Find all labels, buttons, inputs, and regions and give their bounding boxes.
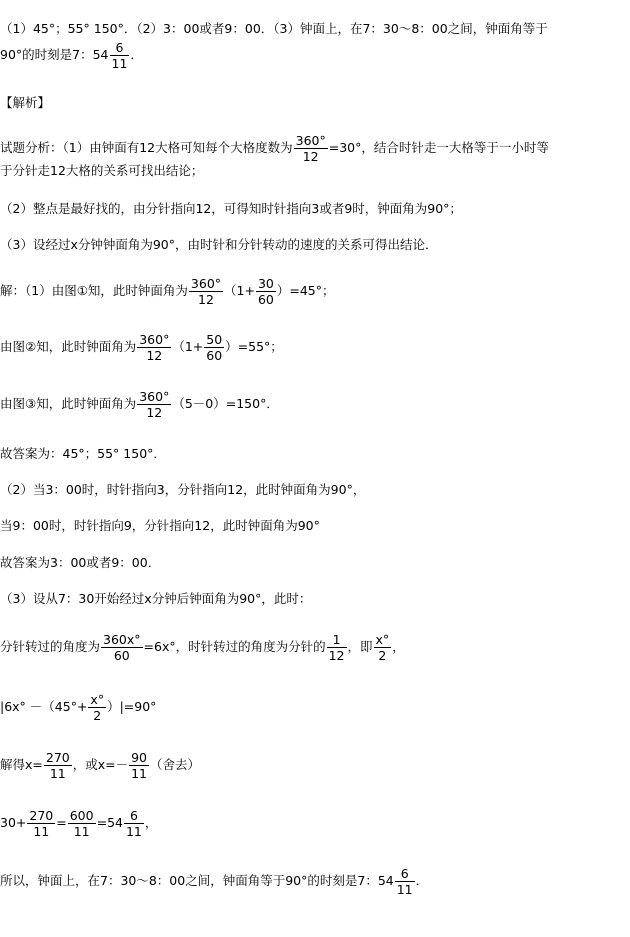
denominator: 11 [111,56,128,71]
denominator: 60 [101,647,143,663]
denominator: 12 [137,347,171,363]
denominator: 11 [125,824,142,839]
fraction [327,632,347,663]
text: ）|=90° [107,699,157,714]
text: （1+ [172,339,204,354]
solution-2 [0,332,283,363]
text: 解：（1）由图①知，此时钟面角为 [0,283,188,298]
text: 分针转过的角度为 [0,639,101,654]
numerator: 1 [332,632,341,647]
numerator: 360° [139,332,170,347]
solution-9 [0,632,405,663]
denominator: 11 [44,765,72,781]
text: 试题分析：（1）由钟面有12大格可知每个大格度数为 [0,140,293,155]
text: ，即 [347,639,373,654]
denominator: 12 [328,648,345,663]
numerator: 30 [257,276,274,291]
fraction [68,808,96,839]
fraction [44,750,72,781]
fraction [110,40,130,71]
text: ，或x=－ [72,757,129,772]
solution-3 [0,389,279,420]
fraction [88,692,106,723]
fraction [256,276,276,307]
numerator: 600 [69,808,94,823]
analysis-p1-cont: 于分针走12大格的关系可找出结论； [0,163,204,178]
text: （1+ [224,283,255,298]
text: 解得x= [0,757,43,772]
numerator: x° [90,692,105,707]
solution-6: 当9：00时，时针指向9，分针指向12，此时钟面角为90° [0,518,320,533]
analysis-heading: 【解析】 [0,95,51,110]
text: 90°的时刻是7：54 [0,47,109,62]
fraction [395,866,415,897]
text: （5－0）=150°． [172,396,279,411]
text: = [56,815,67,830]
numerator: 90 [131,750,148,765]
denominator: 2 [374,647,392,663]
denominator: 11 [27,823,55,839]
numerator: 6 [400,866,409,881]
denominator: 11 [396,882,413,897]
denominator: 12 [189,291,223,307]
fraction [189,276,223,307]
denominator: 12 [137,404,171,420]
denominator: 11 [131,766,148,781]
text: （舍去） [150,757,201,772]
numerator: x° [375,632,390,647]
fraction [137,332,171,363]
numerator: 6 [115,40,124,55]
answer-line-2 [0,40,143,71]
numerator: 360° [139,389,170,404]
solution-8: （3）设从7：30开始经过x分钟后钟面角为90°，此时： [0,591,312,606]
solution-5: （2）当3：00时，时针指向3，分针指向12，此时钟面角为90°， [0,482,366,497]
numerator: 270 [29,808,54,823]
solution-11 [0,750,200,781]
analysis-p2: （2）整点是最好找的，由分针指向12，可得知时针指向3或者9时，钟面角为90°； [0,201,462,216]
analysis-p1 [0,133,549,164]
numerator: 50 [206,332,223,347]
fraction [27,808,55,839]
denominator: 12 [294,148,328,164]
text: 30+ [0,815,27,830]
denominator: 60 [257,292,274,307]
text: ， [144,815,158,830]
answer-line-1: （1）45°；55° 150°．（2）3：00或者9：00．（3）钟面上，在7：30～8：00之间，钟面角等于 [0,21,548,36]
numerator: 360x° [103,632,141,647]
text: |6x° －（45°+ [0,699,88,714]
text: =54 [96,815,123,830]
solution-7: 故答案为3：00或者9：00． [0,555,161,570]
fraction [374,632,392,663]
fraction [101,632,143,663]
text: 所以，钟面上，在7：30～8：00之间，钟面角等于90°的时刻是7：54 [0,873,394,888]
denominator: 2 [88,707,106,723]
denominator: 11 [68,823,96,839]
solution-1 [0,276,335,307]
fraction [129,750,149,781]
solution-4: 故答案为：45°；55° 150°． [0,446,166,461]
text: ， [392,639,405,654]
numerator: 270 [45,750,70,765]
text: 由图②知，此时钟面角为 [0,339,137,354]
fraction [124,808,144,839]
solution-12 [0,808,157,839]
text: ． [415,873,429,888]
text: ）=45°； [276,283,335,298]
text: =6x°，时针转过的角度为分针的 [143,639,326,654]
text: ． [130,47,143,62]
text: 由图③知，此时钟面角为 [0,396,137,411]
fraction [137,389,171,420]
fraction [294,133,328,164]
fraction [204,332,224,363]
solution-10 [0,692,156,723]
analysis-p3: （3）设经过x分钟钟面角为90°，由时针和分针转动的速度的关系可得出结论． [0,237,438,252]
numerator: 360° [295,133,326,148]
solution-13 [0,866,428,897]
text: ）=55°； [225,339,283,354]
text: =30°，结合时针走一大格等于一小时等 [328,140,549,155]
numerator: 6 [129,808,138,823]
numerator: 360° [190,276,222,291]
denominator: 60 [206,348,223,363]
